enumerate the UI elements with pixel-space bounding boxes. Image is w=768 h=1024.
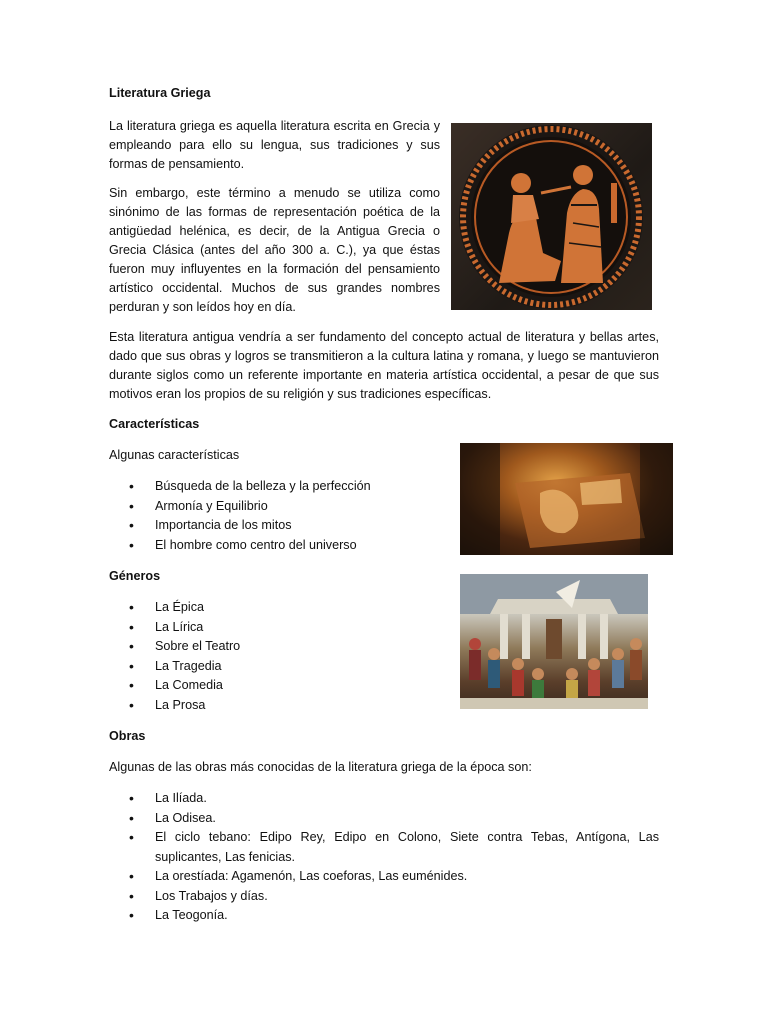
caracteristicas-subheading: Algunas características bbox=[109, 448, 240, 462]
relief-illustration bbox=[460, 443, 673, 555]
list-item: • Sobre el Teatro bbox=[109, 637, 439, 657]
greek-vase-plate-image bbox=[451, 123, 652, 310]
obras-list bbox=[109, 789, 659, 926]
list-item: • La Teogonía. bbox=[109, 906, 659, 926]
list-item: • La Lírica bbox=[109, 618, 439, 638]
list-item: • Armonía y Equilibrio bbox=[109, 497, 439, 517]
list-item: • La orestíada: Agamenón, Las coeforas, Las euménides. bbox=[109, 867, 659, 887]
list-item: • El hombre como centro del universo bbox=[109, 536, 439, 556]
list-item: • La Prosa bbox=[109, 696, 439, 716]
list-item: • Búsqueda de la belleza y la perfección bbox=[109, 477, 439, 497]
list-item: • La Odisea. bbox=[109, 809, 659, 829]
greek-plate-illustration bbox=[451, 123, 652, 310]
apotheosis-of-homer-painting-image bbox=[460, 574, 648, 709]
greek-relief-painting-image bbox=[460, 443, 673, 555]
list-item: • Importancia de los mitos bbox=[109, 516, 439, 536]
obras-intro: Algunas de las obras más conocidas de la literatura griega de la época son: bbox=[109, 760, 532, 774]
painting-illustration bbox=[460, 574, 648, 709]
section-heading-obras: Obras bbox=[109, 729, 146, 743]
section-heading-caracteristicas: Características bbox=[109, 417, 200, 431]
list-item: • La Épica bbox=[109, 598, 439, 618]
section-heading-generos: Géneros bbox=[109, 569, 161, 583]
generos-list bbox=[109, 598, 439, 715]
list-item: • La Comedia bbox=[109, 676, 439, 696]
intro-paragraph-3: Esta literatura antigua vendría a ser fundamento del concepto actual de literatura y bellas artes, dado que sus obras y logros se transmitieron a la cultura latina y romana, y luego se mantuvieron durante siglos como un referente importante en materia artística occidental, a pesar de que sus motivos eran los propios de su religión y sus tradiciones específicas. bbox=[109, 330, 659, 401]
list-item: • La Ilíada. bbox=[109, 789, 659, 809]
document-title: Literatura Griega bbox=[109, 86, 211, 100]
intro-paragraph-1: La literatura griega es aquella literatura escrita en Grecia y empleando para ello su lengua, sus tradiciones y sus formas de pensamiento. bbox=[109, 119, 440, 171]
intro-paragraph-2: Sin embargo, este término a menudo se utiliza como sinónimo de las formas de representación poética de la antigüedad helénica, es decir, de la Antigua Grecia o Grecia Clásica (antes del año 300 a. C.), ya que éstas fueron muy influyentes en la formación del pensamiento artístico occidental. Muchos de sus grandes nombres perduran y son leídos hoy en día. bbox=[109, 186, 440, 314]
list-item: • El ciclo tebano: Edipo Rey, Edipo en Colono, Siete contra Tebas, Antígona, Las suplicantes, Las fenicias. bbox=[109, 828, 659, 867]
caracteristicas-list bbox=[109, 477, 439, 555]
list-item: • La Tragedia bbox=[109, 657, 439, 677]
list-item: • Los Trabajos y días. bbox=[109, 887, 659, 907]
